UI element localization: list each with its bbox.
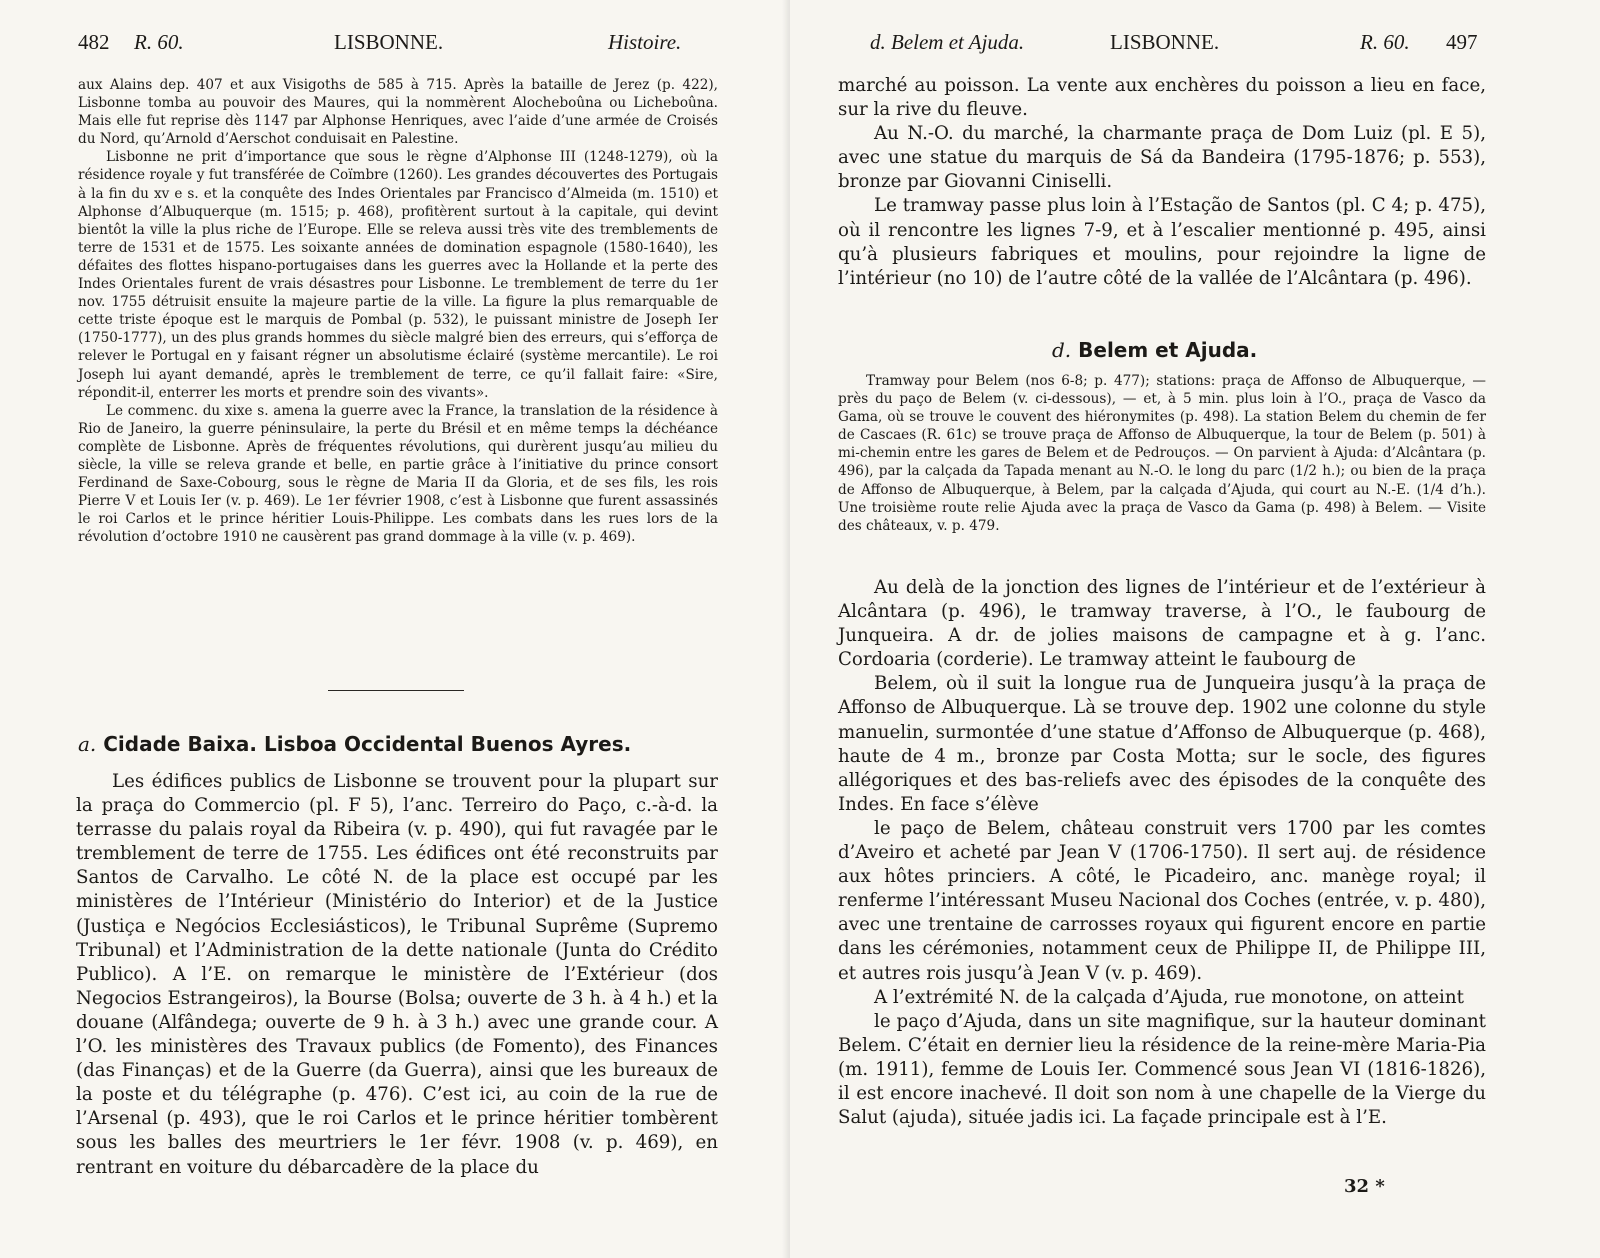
body-paragraph: le paço de Belem, château construit vers 1700 par les comtes d’Aveiro et acheté par Jean V (1706-1750). Il sert auj. de résidence aux hôtes princiers. A côté, le Picadeiro, anc. manège royal; il renferme l’intéressant Museu Nacional dos Coches (entrée, v. p. 480), avec une trentaine de carrosses royaux qui figurent encore en partie dans les cérémonies, notamment ceux de Philippe II, de Philippe III, et autres rois jusqu’à Jean V (v. p. 469). xyxy=(838,817,1486,984)
body-paragraph: Belem, où il suit la longue rua de Junqueira jusqu’à la praça de Affonso de Albuquerque. Là se trouve dep. 1902 une colonne du style manuelin, surmontée d’une statue d’Affonso de Albuquerque (p. 468), haute de 4 m., bronze par Costa Motta; sur le socle, des figures allégoriques et des bas-reliefs avec des épisodes de la conquête des Indes. En face s’élève xyxy=(838,673,1486,815)
section-divider xyxy=(328,690,464,691)
body-paragraph: le paço d’Ajuda, dans un site magnifique, sur la hauteur dominant Belem. C’était en dernier lieu la résidence de la reine-mère Maria-Pia (m. 1911), femme de Louis Ier. Commencé sous Jean VI (1816-1826), il est encore inachevé. Il doit son nom à une chapelle de la Vierge du Salut (ajuda), située jadis ici. La façade principale est à l’E. xyxy=(838,1010,1486,1129)
section-label: Histoire. xyxy=(608,30,682,54)
history-text-block xyxy=(78,76,718,546)
note-paragraph: Tramway pour Belem (nos 6-8; p. 477); stations: praça de Affonso de Albuquerque, — près du paço de Belem (v. ci-dessous), — et, à 5 min. plus loin à l’O., praça de Vasco da Gama, où se trouve le couvent des hiéronymites (p. 498). La station Belem du chemin de fer de Cascaes (R. 61c) se trouve praça de Affonso de Albuquerque, la tour de Belem (p. 501) à mi-chemin entre les gares de Belem et de Pedrouços. — On parvient à Ajuda: d’Alcântara (p. 496), par la calçada da Tapada menant au N.-O. le long du parc (1/2 h.); ou bien de la praça de Affonso de Albuquerque, à Belem, par la calçada d’Ajuda, qui court au N.-E. (1/4 d’h.). Une troisième route relie Ajuda avec la praça de Vasco da Gama (p. 498) à Belem. — Visite des châteaux, v. p. 479. xyxy=(838,373,1486,534)
section-letter: d. xyxy=(1052,338,1072,362)
body-paragraph: Les édifices publics de Lisbonne se trouvent pour la plupart sur la praça do Commercio (pl. F 5), l’anc. Terreiro do Paço, c.-à-d. la terrasse du palais royal da Ribeira (v. p. 490), qui fut ravagée par le tremblement de terre de 1755. Les édifices ont été reconstruits par Santos de Carvalho. Le côté N. de la place est occupé par les ministères de l’Intérieur (Ministério do Interior) et de la Justice (Justiça e Negócios Ecclesiásticos), le Tribunal Suprême (Supremo Tribunal) et l’Administration de la dette nationale (Junta do Crédito Publico). A l’E. on remarque le ministère de l’Extérieur (dos Negocios Estrangeiros), la Bourse (Bolsa; ouverte de 3 h. à 4 h.) et la douane (Alfândega; ouverte de 9 h. à 3 h.) avec une grande cour. A l’O. les ministères des Travaux publics (de Fomento), des Finances (das Finanças) et de la Guerre (da Guerra), ainsi que les bureaux de la poste et du télégraphe (p. 476). C’est ici, au coin de la rue de l’Arsenal (p. 493), que le roi Carlos et le prince héritier tombèrent sous les balles des meurtriers le 1er févr. 1908 (v. p. 469), en rentrant en voiture du débarcadère de la place du xyxy=(76,771,718,1178)
section-a-text xyxy=(76,770,718,1180)
route-label: R. 60. xyxy=(1360,30,1410,54)
page-number: 482 xyxy=(78,30,110,54)
section-a-heading xyxy=(78,732,631,756)
history-paragraph: Lisbonne ne prit d’importance que sous le règne d’Alphonse III (1248-1279), où la résidence royale y fut transférée de Coïmbre (1260). Les grandes découvertes des Portugais à la fin du xv e s. et la conquête des Indes Orientales par Francisco d’Almeida (m. 1510) et Alphonse d’Albuquerque (m. 1515; p. 468), profitèrent surtout à la capitale, qui devint bientôt la ville la plus riche de l’Europe. Elle se releva aussi très vite des tremblements de terre de 1531 et de 1575. Les soixante années de domination espagnole (1580-1640), les défaites des flottes hispano-portugaises dans les guerres avec la Hollande et la perte des Indes Orientales furent de vrais désastres pour Lisbonne. Le tremblement de terre du 1er nov. 1755 détruisit ensuite la majeure partie de la ville. La figure la plus remarquable de cette triste époque est le marquis de Pombal (p. 532), le puissant ministre de Joseph Ier (1750-1777), un des plus grands hommes du siècle malgré bien des erreurs, qui s’efforça de relever le Portugal en y faisant régner un absolutisme éclairé (système mercantile). Le roi Joseph lui ayant demandé, après le tremblement de terre, ce qu’il fallait faire: «Sire, répondit-il, enterrer les morts et prendre soin des vivants». xyxy=(78,149,718,401)
right-running-header xyxy=(838,30,1478,60)
section-title: Belem et Ajuda. xyxy=(1078,338,1258,362)
left-running-header xyxy=(78,30,718,60)
signature-mark: 32 * xyxy=(1344,1176,1385,1197)
route-label: R. 60. xyxy=(134,30,184,54)
body-paragraph: Au delà de la jonction des lignes de l’intérieur et de l’extérieur à Alcântara (p. 496), le tramway traverse, à l’O., le faubourg de Junqueira. A dr. de jolies maisons de campagne et à g. l’anc. Cordoaria (corderie). Le tramway atteint le faubourg de xyxy=(838,577,1486,671)
section-title: Cidade Baixa. Lisboa Occidental Buenos Ayres. xyxy=(103,732,632,756)
city-label: LISBONNE. xyxy=(1110,30,1220,54)
section-d-heading xyxy=(1052,338,1257,362)
left-page xyxy=(0,0,790,1258)
body-paragraph: marché au poisson. La vente aux enchères du poisson a lieu en face, sur la rive du fleuve. xyxy=(838,75,1486,121)
page-number: 497 xyxy=(1446,30,1478,54)
intro-text xyxy=(838,74,1486,291)
tramway-note xyxy=(838,372,1486,535)
body-paragraph: Au N.-O. du marché, la charmante praça de Dom Luiz (pl. E 5), avec une statue du marquis de Sá da Bandeira (1795-1876; p. 553), bronze par Giovanni Ciniselli. xyxy=(838,123,1486,193)
body-paragraph: A l’extrémité N. de la calçada d’Ajuda, rue monotone, on atteint xyxy=(874,986,1464,1008)
right-page xyxy=(790,0,1600,1258)
history-paragraph: Le commenc. du xixe s. amena la guerre avec la France, la translation de la résidence à Rio de Janeiro, la guerre péninsulaire, la perte du Brésil et en même temps la déchéance complète de Lisbonne. Après de fréquentes révolutions, qui durèrent jusqu’au milieu du siècle, la ville se releva grande et belle, en partie grâce à l’initiative du prince consort Ferdinand de Saxe-Cobourg, sous le règne de Maria II da Gloria, et de ses fils, les rois Pierre V et Louis Ier (v. p. 469). Le 1er février 1908, c’est à Lisbonne que furent assassinés le roi Carlos et le prince héritier Louis-Philippe. Les combats dans les rues lors de la révolution d’octobre 1910 ne causèrent pas grand dommage à la ville (v. p. 469). xyxy=(78,402,718,546)
body-paragraph: Le tramway passe plus loin à l’Estação de Santos (pl. C 4; p. 475), où il rencontre les lignes 7-9, et à l’escalier mentionné p. 495, ainsi qu’à plusieurs fabriques et moulins, pour rejoindre la ligne de l’intérieur (no 10) de l’autre côté de la vallée de l’Alcântara (p. 496). xyxy=(838,195,1486,289)
section-letter: a. xyxy=(78,732,97,756)
section-d-text xyxy=(838,576,1486,1130)
section-label: d. Belem et Ajuda. xyxy=(870,30,1025,54)
history-paragraph: aux Alains dep. 407 et aux Visigoths de 585 à 715. Après la bataille de Jerez (p. 422), Lisbonne tomba au pouvoir des Maures, qui la nommèrent Alocheboûna ou Licheboûna. Mais elle fut reprise dès 1147 par Alphonse Henriques, avec l’aide d’une armée de Croisés du Nord, qu’Arnold d’Aerschot conduisait en Palestine. xyxy=(78,77,718,148)
city-label: LISBONNE. xyxy=(334,30,444,54)
